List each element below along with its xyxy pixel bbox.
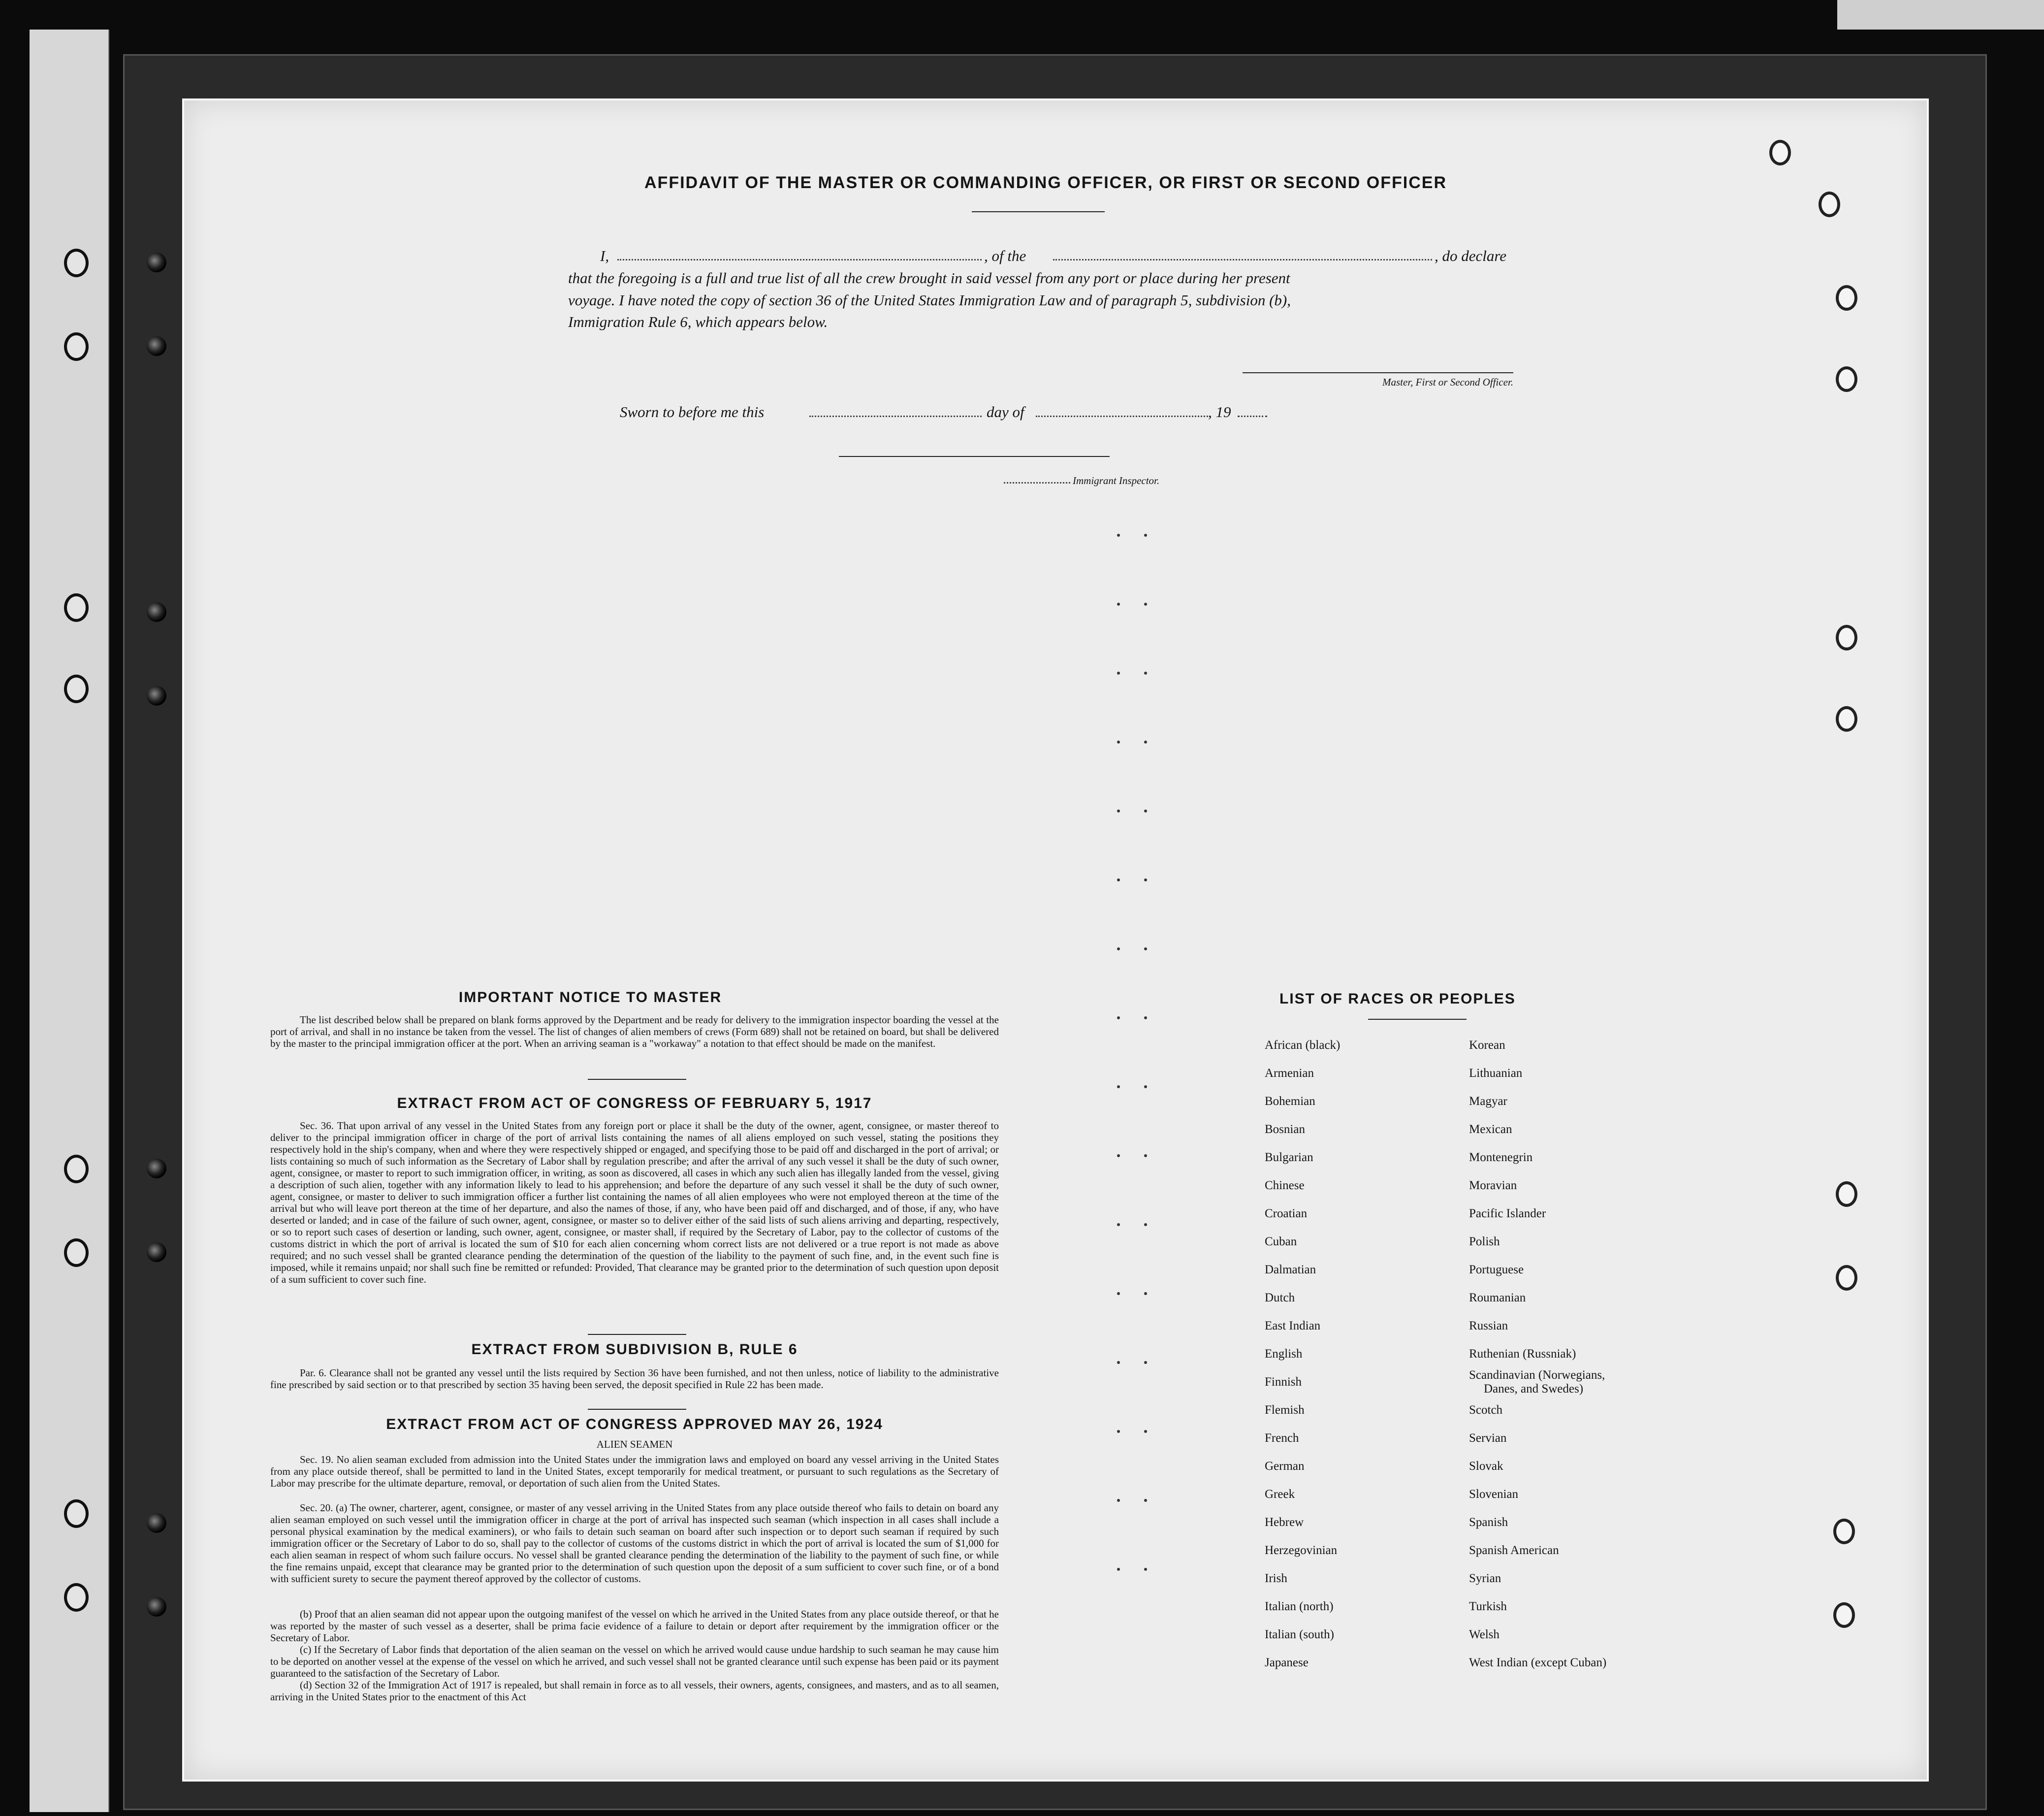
punch-hole — [64, 332, 89, 361]
column-dot — [1144, 741, 1147, 744]
race-item: Roumanian — [1469, 1291, 1526, 1304]
punch-hole — [1836, 1181, 1857, 1207]
race-item: Syrian — [1469, 1572, 1501, 1585]
affidavit-line-2: that the foregoing is a full and true list of all the crew brought in said vessel from any port or place during her present — [568, 269, 1290, 287]
extract-1917-title: EXTRACT FROM ACT OF CONGRESS OF FEBRUARY 5, 1917 — [397, 1095, 872, 1111]
column-dot — [1144, 878, 1147, 881]
race-item: Welsh — [1469, 1628, 1500, 1641]
race-item: Russian — [1469, 1319, 1508, 1332]
binder-rivet — [147, 602, 166, 622]
column-dot — [1144, 1223, 1147, 1226]
column-dot — [1144, 1154, 1147, 1157]
race-item: Spanish American — [1469, 1544, 1559, 1557]
sworn-day-field[interactable] — [809, 416, 982, 417]
column-dot — [1117, 741, 1120, 744]
column-dot — [1117, 810, 1120, 812]
binder-rivet — [147, 1513, 166, 1533]
notice-title: IMPORTANT NOTICE TO MASTER — [458, 989, 722, 1005]
rule6-title: EXTRACT FROM SUBDIVISION B, RULE 6 — [471, 1341, 798, 1358]
punch-hole — [64, 1238, 89, 1267]
race-item: Mexican — [1469, 1123, 1512, 1136]
inspector-signature-line[interactable] — [839, 456, 1110, 457]
column-dot — [1117, 1361, 1120, 1364]
column-dot — [1144, 1499, 1147, 1502]
column-dot — [1117, 1430, 1120, 1433]
punch-hole — [1836, 285, 1857, 311]
form-sheet — [182, 98, 1929, 1782]
section-divider — [588, 1079, 686, 1080]
title-divider — [972, 211, 1105, 212]
affidavit-line-4: Immigration Rule 6, which appears below. — [568, 313, 828, 330]
inspector-caption: Immigrant Inspector. — [1073, 475, 1160, 486]
column-dot — [1144, 603, 1147, 606]
race-item: West Indian (except Cuban) — [1469, 1656, 1607, 1669]
affidavit-pronoun: I, — [600, 247, 609, 264]
race-item: Greek — [1265, 1488, 1295, 1501]
race-item: Japanese — [1265, 1656, 1309, 1669]
column-dot — [1117, 1085, 1120, 1088]
affidavit-do-declare: , do declare — [1435, 247, 1507, 264]
race-item: Moravian — [1469, 1179, 1517, 1192]
race-item: Slovenian — [1469, 1488, 1518, 1501]
notice-body: The list described below shall be prepared on blank forms approved by the Department and be ready for delivery to the immigration inspector boarding the vessel at the port of arrival, and shall in no instance be taken from the vessel. The list of changes of alien members of crews (Form 689) shall not be retained on board, but shall be delivered by the master to the principal immigration officer at the port. When an arriving seaman is a "workaway" a notation to that effect should be made on the manifest. — [270, 1014, 999, 1049]
race-item: Croatian — [1265, 1207, 1308, 1220]
race-item: African (black) — [1265, 1038, 1341, 1052]
binder-rivet — [147, 1597, 166, 1617]
race-item: Slovak — [1469, 1459, 1503, 1473]
extract-1924-title: EXTRACT FROM ACT OF CONGRESS APPROVED MAY 26, 1924 — [386, 1416, 883, 1432]
section-divider — [588, 1334, 686, 1335]
extract-1917-body: Sec. 36. That upon arrival of any vessel in the United States from any foreign port or place it shall be the duty of the owner, agent, consignee, or master thereof to deliver to the principal immigration officer in charge of the port of arrival lists containing the names of all aliens employed on such vessel, stating the positions they respectively hold in the ship's company, when and where they were respectively shipped or engaged, and specifying those to be paid off and discharged in the port of arrival; or lists containing so much of such information as the Secretary of Labor shall by regulation prescribe; and after the arrival of any such vessel it shall be the duty of such owner, agent, consignee, or master to report to such immigration officer, in writing, as soon as discovered, all cases in which any such alien has illegally landed from the vessel, giving a description of such alien, together with any information likely to lead to his apprehension; and before the departure of any such vessel it shall be the duty of such owner, agent, consignee, or master to deliver to such immigration officer a further list containing the names of all alien employees who were not employed thereon at the time of the arrival but who will leave port thereon at the time of her departure, and also the names of those, if any, who have been paid off and discharged, and of those, if any, who have deserted or landed; and in case of the failure of such owner, agent, consignee, or master so to deliver either of the said lists of such aliens arriving and departing, respectively, or so to report such cases of desertion or landing, such owner, agent, consignee, or master shall, if required by the Secretary of Labor, pay to the collector of customs of the customs district in which the port of arrival is located the sum of $10 for each alien concerning whom correct lists are not delivered or a true report is not made as above required; and no such vessel shall be granted clearance pending the determination of the question of the liability to the payment of such fine, and, in the event such fine is imposed, while it remains unpaid; nor shall such fine be remitted or refunded: Provided, That clearance may be granted prior to the determination of such question upon deposit of a sum sufficient to cover such fine. — [270, 1120, 999, 1285]
column-dot — [1117, 1223, 1120, 1226]
sworn-month-field[interactable] — [1036, 416, 1208, 417]
extract-1924-sec20b: (b) Proof that an alien seaman did not appear upon the outgoing manifest of the vessel on which he arrived in the United States from any place outside thereof, or that he was reported by the master of such vessel as a deserter, shall be prima facie evidence of a failure to detain or deport after requirement by the immigration officer or the Secretary of Labor. — [270, 1608, 999, 1644]
punch-hole — [1836, 1265, 1857, 1291]
signature-line[interactable] — [1243, 372, 1513, 373]
column-dot — [1117, 603, 1120, 606]
master-name-field[interactable] — [617, 259, 982, 260]
race-item: Korean — [1469, 1038, 1505, 1052]
vessel-name-field[interactable] — [1053, 259, 1432, 260]
race-item: Dalmatian — [1265, 1263, 1316, 1276]
race-item: Herzegovinian — [1265, 1544, 1338, 1557]
punch-hole — [1833, 1602, 1855, 1628]
binder-rivet — [147, 1159, 166, 1178]
race-item: German — [1265, 1459, 1305, 1473]
column-dot — [1117, 672, 1120, 675]
column-dot — [1144, 1568, 1147, 1571]
affidavit-line-3: voyage. I have noted the copy of section 36 of the United States Immigration Law and of paragraph 5, subdivision (b), — [568, 292, 1291, 309]
top-right-paper-edge — [1837, 0, 2044, 30]
affidavit-of-the: , of the — [984, 247, 1026, 264]
races-title: LIST OF RACES OR PEOPLES — [1279, 991, 1516, 1007]
inspector-dotted-line — [1004, 482, 1070, 484]
column-dot — [1144, 1085, 1147, 1088]
affidavit-title: AFFIDAVIT OF THE MASTER OR COMMANDING OFFICER, OR FIRST OR SECOND OFFICER — [644, 173, 1447, 192]
race-item: Polish — [1469, 1235, 1500, 1248]
race-item: Pacific Islander — [1469, 1207, 1546, 1220]
race-item: Flemish — [1265, 1403, 1305, 1417]
binder-rivet — [147, 336, 166, 356]
column-dot — [1144, 534, 1147, 537]
punch-hole — [64, 1155, 89, 1183]
race-item: Bosnian — [1265, 1123, 1305, 1136]
sworn-prefix: Sworn to before me this — [620, 403, 765, 421]
column-dot — [1117, 1154, 1120, 1157]
column-dot — [1117, 947, 1120, 950]
sworn-day-of: day of — [987, 403, 1024, 421]
race-item: Bohemian — [1265, 1095, 1315, 1108]
race-item: Scotch — [1469, 1403, 1503, 1417]
race-item: Italian (north) — [1265, 1600, 1334, 1613]
column-dot — [1144, 947, 1147, 950]
punch-hole — [1836, 366, 1857, 392]
race-item: English — [1265, 1347, 1303, 1361]
punch-hole — [64, 675, 89, 703]
race-item: Scandinavian (Norwegians, — [1469, 1368, 1605, 1382]
column-dot — [1117, 1292, 1120, 1295]
race-item: Ruthenian (Russniak) — [1469, 1347, 1576, 1361]
race-item: Bulgarian — [1265, 1151, 1313, 1164]
column-dot — [1117, 1499, 1120, 1502]
race-item: Hebrew — [1265, 1516, 1304, 1529]
race-item: Dutch — [1265, 1291, 1295, 1304]
binder-rivet — [147, 253, 166, 272]
race-item: Irish — [1265, 1572, 1287, 1585]
left-page-strip — [30, 30, 109, 1812]
punch-hole — [1836, 625, 1857, 650]
column-dot — [1144, 1292, 1147, 1295]
signature-caption: Master, First or Second Officer. — [1382, 376, 1513, 388]
race-item: Portuguese — [1469, 1263, 1524, 1276]
column-dot — [1144, 810, 1147, 812]
punch-hole — [64, 1583, 89, 1612]
column-dot — [1117, 534, 1120, 537]
punch-hole — [1833, 1519, 1855, 1544]
punch-hole — [1819, 192, 1840, 217]
race-item: Cuban — [1265, 1235, 1297, 1248]
binder-rivet — [147, 686, 166, 706]
column-dot — [1144, 672, 1147, 675]
extract-1924-sec20c: (c) If the Secretary of Labor finds that deportation of the alien seaman on the vessel on which he arrived would cause undue hardship to such seaman he may cause him to be deported on another vessel at the expense of the vessel on which he arrived, and such vessel shall not be granted clearance until such expense has been paid or its payment guaranteed to the satisfaction of the Secretary of Labor. — [270, 1644, 999, 1679]
race-item: Montenegrin — [1469, 1151, 1533, 1164]
binder-rivet — [147, 1242, 166, 1262]
race-item: Italian (south) — [1265, 1628, 1334, 1641]
race-item: French — [1265, 1431, 1299, 1445]
rule6-body: Par. 6. Clearance shall not be granted any vessel until the lists required by Section 36 have been furnished, and not then unless, notice of liability to the administrative fine prescribed by said section or to that prescribed by section 35 having been served, the deposit specified in Rule 22 has been made. — [270, 1367, 999, 1391]
extract-1924-sec20d: (d) Section 32 of the Immigration Act of 1917 is repealed, but shall remain in force as to all vessels, their owners, agents, consignees, and masters, and as to all seamen, arriving in the United States prior to the enactment of this Act — [270, 1679, 999, 1703]
race-item: Armenian — [1265, 1067, 1314, 1080]
race-item: Danes, and Swedes) — [1484, 1382, 1584, 1395]
column-dot — [1144, 1361, 1147, 1364]
column-dot — [1144, 1430, 1147, 1433]
race-item: Turkish — [1469, 1600, 1507, 1613]
race-item: Spanish — [1469, 1516, 1508, 1529]
punch-hole — [1836, 706, 1857, 732]
extract-1924-sec20a: Sec. 20. (a) The owner, charterer, agent, consignee, or master of any vessel arriving in the United States from any place outside thereof who fails to detain on board any alien seaman employed on such vessel until the immigration officer in charge at the port of arrival has inspected such seaman (which inspection in all cases shall include a personal physical examination by the medical examiners), or who fails to detain such seaman on board after such inspection or to deport such seaman if required by such immigration officer or the Secretary of Labor to do so, shall pay to the collector of customs of the customs district in which the port of arrival is located the sum of $1,000 for each alien seaman in respect of whom such failure occurs. No vessel shall be granted clearance pending the determination of the liability to the payment of such fine, or while the fine remains unpaid, except that clearance may be granted prior to the determination of such question upon the deposit of a sum sufficient to cover such fine, or of a bond with sufficient surety to secure the payment thereof approved by the collector of customs. — [270, 1502, 999, 1585]
column-dot — [1117, 878, 1120, 881]
punch-hole — [64, 1499, 89, 1528]
extract-1924-subtitle: ALIEN SEAMEN — [596, 1438, 673, 1450]
punch-hole — [64, 249, 89, 277]
race-item: Chinese — [1265, 1179, 1305, 1192]
punch-hole — [64, 593, 89, 622]
column-dot — [1117, 1016, 1120, 1019]
race-item: East Indian — [1265, 1319, 1321, 1332]
race-item: Finnish — [1265, 1375, 1302, 1389]
punch-hole — [1769, 140, 1791, 165]
race-item: Magyar — [1469, 1095, 1507, 1108]
column-dot — [1144, 1016, 1147, 1019]
extract-1924-sec19: Sec. 19. No alien seaman excluded from admission into the United States under the immigration laws and employed on board any vessel arriving in the United States from any place outside thereof, shall be permitted to land in the United States, except temporarily for medical treatment, or pursuant to such regulations as the Secretary of Labor may prescribe for the ultimate departure, removal, or deportation of such alien from the United States. — [270, 1454, 999, 1489]
column-dot — [1117, 1568, 1120, 1571]
section-divider — [588, 1409, 686, 1410]
races-divider — [1368, 1019, 1467, 1020]
sworn-year-field[interactable] — [1238, 416, 1267, 417]
race-item: Servian — [1469, 1431, 1507, 1445]
race-item: Lithuanian — [1469, 1067, 1523, 1080]
sworn-year-prefix: , 19 — [1208, 403, 1231, 421]
